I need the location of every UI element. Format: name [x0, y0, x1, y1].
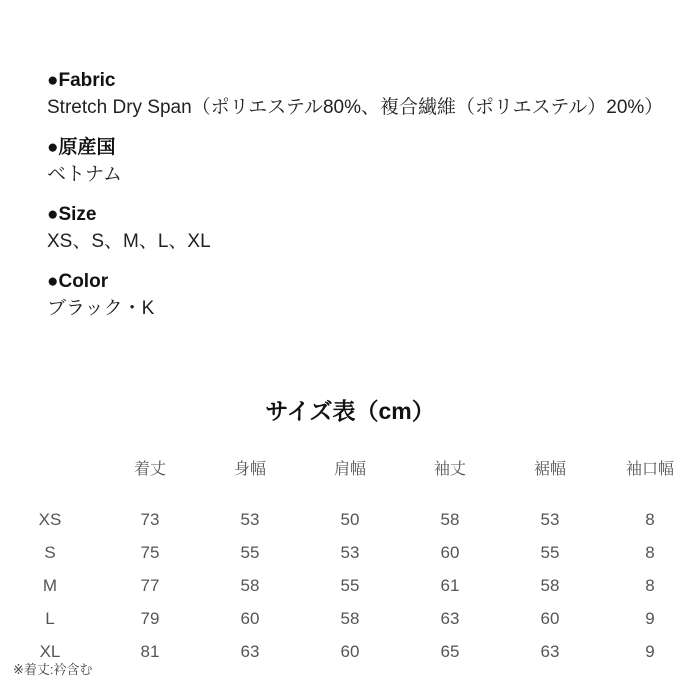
column-header: 裾幅: [533, 461, 566, 478]
spec-value: XS、S、M、L、XL: [47, 231, 211, 252]
table-cell: 60: [540, 609, 560, 628]
table-row: [0, 602, 700, 635]
table-cell: 58: [240, 576, 260, 595]
table-cell: 60: [440, 543, 460, 562]
table-cell: 55: [540, 543, 560, 562]
spec-size: [47, 202, 657, 256]
table-row: [0, 536, 700, 569]
table-cell: S: [44, 543, 56, 562]
spec-heading: ●原産国: [47, 137, 116, 158]
spec-heading: ●Size: [47, 204, 97, 225]
column-header: [0, 455, 100, 485]
table-row: [0, 503, 700, 536]
table-header-row: [0, 455, 700, 485]
table-cell: 50: [340, 510, 360, 529]
table-cell: 81: [140, 642, 160, 661]
column-header: 袖丈: [433, 461, 466, 478]
spec-value: Stretch Dry Span（ポリエステル80%、複合繊維（ポリエステル）20%）: [47, 97, 664, 118]
table-cell: 8: [645, 543, 655, 562]
spec-color: [47, 269, 657, 323]
column-header: 身幅: [233, 461, 266, 478]
table-cell: 53: [240, 510, 260, 529]
table-cell: 53: [340, 543, 360, 562]
table-cell: 9: [645, 609, 655, 628]
table-cell: 77: [140, 576, 160, 595]
table-cell: 58: [340, 609, 360, 628]
size-chart-table: [0, 455, 700, 668]
table-cell: 65: [440, 642, 460, 661]
spec-origin: [47, 135, 657, 189]
table-cell: 55: [240, 543, 260, 562]
table-cell: XL: [39, 642, 61, 661]
product-specs: [47, 68, 664, 336]
table-cell: 60: [340, 642, 360, 661]
column-header: 着丈: [133, 461, 166, 478]
table-cell: 53: [540, 510, 560, 529]
size-chart-note: ※着丈:衿含む: [13, 662, 93, 677]
table-cell: 63: [540, 642, 560, 661]
table-cell: 58: [540, 576, 560, 595]
table-cell: 63: [440, 609, 460, 628]
spec-fabric: [47, 68, 664, 122]
table-spacer: [0, 485, 700, 503]
table-cell: 63: [240, 642, 260, 661]
spec-value: ベトナム: [47, 164, 123, 185]
table-cell: L: [45, 609, 55, 628]
table-cell: XS: [38, 510, 62, 529]
table-cell: 79: [140, 609, 160, 628]
table-cell: M: [42, 576, 58, 595]
spec-value: ブラック・K: [47, 298, 155, 319]
table-cell: 73: [140, 510, 160, 529]
table-row: [0, 635, 700, 668]
table-cell: 9: [645, 642, 655, 661]
table-row: [0, 569, 700, 602]
table-cell: 60: [240, 609, 260, 628]
column-header: 肩幅: [333, 461, 366, 478]
table-cell: 8: [645, 510, 655, 529]
table-cell: 8: [645, 576, 655, 595]
table-cell: 75: [140, 543, 160, 562]
spec-heading: ●Fabric: [47, 70, 116, 91]
table-cell: 61: [440, 576, 460, 595]
column-header: 袖口幅: [625, 461, 674, 478]
table-cell: 55: [340, 576, 360, 595]
table-cell: 58: [440, 510, 460, 529]
size-chart-title: サイズ表（cm）: [265, 398, 435, 424]
spec-heading: ●Color: [47, 271, 109, 292]
